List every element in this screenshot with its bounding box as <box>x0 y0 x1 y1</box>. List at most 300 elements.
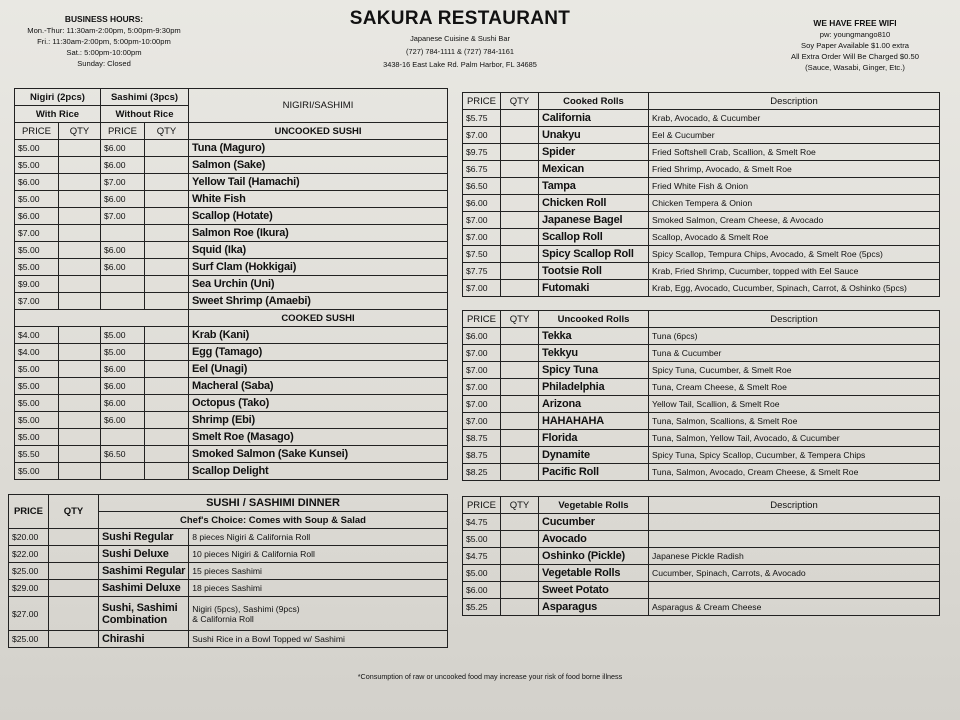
food-warning: *Consumption of raw or uncooked food may increase your risk of food borne illness <box>357 672 623 681</box>
item-description: 10 pieces Nigiri & California Roll <box>189 546 448 563</box>
item-price: $7.00 <box>463 413 501 430</box>
item-name: Chirashi <box>99 631 189 648</box>
item-description-line: Nigiri (5pcs), Sashimi (9pcs) <box>192 603 300 614</box>
item-price: $25.00 <box>9 563 49 580</box>
item-description: Chicken Tempera & Onion <box>649 195 940 212</box>
item-name: Tekkyu <box>539 345 649 362</box>
item-name: Sweet Shrimp (Amaebi) <box>189 293 448 310</box>
qty-cell <box>501 229 539 246</box>
menu-item-row <box>463 548 940 565</box>
item-name: Pacific Roll <box>539 464 649 481</box>
menu-item-row <box>9 580 448 597</box>
item-price: $22.00 <box>9 546 49 563</box>
qty-cell <box>145 412 189 429</box>
qty-cell <box>59 191 101 208</box>
item-name: Tuna (Maguro) <box>189 140 448 157</box>
item-name: Oshinko (Pickle) <box>539 548 649 565</box>
wifi-title: WE HAVE FREE WIFI <box>813 18 897 28</box>
menu-item-row <box>9 546 448 563</box>
item-description: Smoked Salmon, Cream Cheese, & Avocado <box>649 212 940 229</box>
qty-cell <box>501 430 539 447</box>
menu-item-row <box>463 565 940 582</box>
item-description: Spicy Tuna, Spicy Scallop, Cucumber, & Tempera Chips <box>649 447 940 464</box>
item-name: Sashimi Deluxe <box>99 580 189 597</box>
hours-line: Sat.: 5:00pm-10:00pm <box>66 48 142 57</box>
qty-cell <box>145 446 189 463</box>
qty-cell <box>145 395 189 412</box>
nigiri-price: $7.00 <box>15 293 59 310</box>
sashimi-price: $5.00 <box>101 327 145 344</box>
cooked-sushi-header-row <box>15 310 448 327</box>
item-name: Dynamite <box>539 447 649 464</box>
item-name: Tampa <box>539 178 649 195</box>
item-price: $7.00 <box>463 212 501 229</box>
uncooked-rolls-header-row <box>463 311 940 328</box>
item-price: $8.25 <box>463 464 501 481</box>
item-name: Krab (Kani) <box>189 327 448 344</box>
item-name: Octopus (Tako) <box>189 395 448 412</box>
item-price: $7.00 <box>463 229 501 246</box>
vegetable-rolls-title: Vegetable Rolls <box>539 497 649 514</box>
item-name: Sweet Potato <box>539 582 649 599</box>
nigiri-header-row <box>15 89 448 106</box>
uncooked-rolls-table <box>462 310 940 481</box>
qty-cell <box>49 631 99 648</box>
cooked-rolls-header-row <box>463 93 940 110</box>
menu-item-row <box>15 259 448 276</box>
qty-cell <box>145 242 189 259</box>
item-description: Asparagus & Cream Cheese <box>649 599 940 616</box>
menu-item-row <box>463 229 940 246</box>
menu-item-row <box>463 430 940 447</box>
qty-cell <box>501 582 539 599</box>
qty-header: QTY <box>501 93 539 110</box>
item-name: Spider <box>539 144 649 161</box>
item-price: $6.00 <box>463 582 501 599</box>
without-rice-label: Without Rice <box>101 106 189 123</box>
nigiri-price: $5.00 <box>15 429 59 446</box>
qty-header: QTY <box>501 311 539 328</box>
menu-item-row <box>15 293 448 310</box>
restaurant-info <box>340 32 580 71</box>
wifi-password: pw: youngmango810 <box>819 30 891 39</box>
menu-item-row <box>15 395 448 412</box>
sashimi-price: $6.00 <box>101 259 145 276</box>
qty-cell <box>145 276 189 293</box>
qty-cell <box>501 464 539 481</box>
nigiri-price: $9.00 <box>15 276 59 293</box>
qty-cell <box>501 531 539 548</box>
item-name: Vegetable Rolls <box>539 565 649 582</box>
sashimi-price: $6.00 <box>101 140 145 157</box>
qty-cell <box>49 546 99 563</box>
cooked-rolls-table <box>462 92 940 297</box>
note-line: (Sauce, Wasabi, Ginger, Etc.) <box>805 63 905 72</box>
qty-cell <box>501 599 539 616</box>
sashimi-price: $6.00 <box>101 191 145 208</box>
item-price: $27.00 <box>9 597 49 631</box>
item-name: Shrimp (Ebi) <box>189 412 448 429</box>
item-description <box>649 582 940 599</box>
hours-line: Fri.: 11:30am-2:00pm, 5:00pm-10:00pm <box>37 37 171 46</box>
item-description: 18 pieces Sashimi <box>189 580 448 597</box>
qty-cell <box>145 208 189 225</box>
with-rice-label: With Rice <box>15 106 101 123</box>
item-name: Scallop Roll <box>539 229 649 246</box>
cooked-sushi-title: COOKED SUSHI <box>189 310 448 327</box>
cooked-rolls-title: Cooked Rolls <box>539 93 649 110</box>
sashimi-price: $6.00 <box>101 395 145 412</box>
item-description <box>649 531 940 548</box>
qty-cell <box>145 225 189 242</box>
business-hours <box>14 14 194 69</box>
nigiri-sashimi-table <box>14 88 448 480</box>
item-description: Cucumber, Spinach, Carrots, & Avocado <box>649 565 940 582</box>
item-description: Spicy Tuna, Cucumber, & Smelt Roe <box>649 362 940 379</box>
menu-item-row <box>463 582 940 599</box>
menu-item-row <box>463 599 940 616</box>
menu-item-row <box>463 379 940 396</box>
qty-cell <box>59 174 101 191</box>
qty-cell <box>59 429 101 446</box>
item-price: $9.75 <box>463 144 501 161</box>
menu-item-row <box>15 344 448 361</box>
item-description: Tuna (6pcs) <box>649 328 940 345</box>
qty-cell <box>145 463 189 480</box>
menu-item-row <box>15 208 448 225</box>
qty-cell <box>49 529 99 546</box>
menu-item-row <box>463 127 940 144</box>
menu-item-row <box>463 161 940 178</box>
price-header: PRICE <box>15 123 59 140</box>
nigiri-price: $5.00 <box>15 140 59 157</box>
item-price: $6.50 <box>463 178 501 195</box>
item-description: Fried Shrimp, Avocado, & Smelt Roe <box>649 161 940 178</box>
item-description: 15 pieces Sashimi <box>189 563 448 580</box>
qty-cell <box>59 327 101 344</box>
qty-cell <box>501 565 539 582</box>
menu-item-row <box>463 464 940 481</box>
price-header: PRICE <box>101 123 145 140</box>
nigiri-price: $6.00 <box>15 208 59 225</box>
item-price: $6.75 <box>463 161 501 178</box>
menu-item-row <box>15 140 448 157</box>
item-name: Tekka <box>539 328 649 345</box>
sashimi-price: $7.00 <box>101 208 145 225</box>
qty-cell <box>145 293 189 310</box>
qty-cell <box>501 263 539 280</box>
qty-cell <box>501 379 539 396</box>
item-description: Sushi Rice in a Bowl Topped w/ Sashimi <box>189 631 448 648</box>
item-price: $20.00 <box>9 529 49 546</box>
sashimi-price <box>101 225 145 242</box>
item-name: Japanese Bagel <box>539 212 649 229</box>
item-description: Tuna, Salmon, Scallions, & Smelt Roe <box>649 413 940 430</box>
item-price: $7.50 <box>463 246 501 263</box>
item-name: Scallop (Hotate) <box>189 208 448 225</box>
qty-cell <box>501 161 539 178</box>
item-price: $7.00 <box>463 280 501 297</box>
qty-cell <box>501 246 539 263</box>
price-header: PRICE <box>463 497 501 514</box>
item-name: Salmon (Sake) <box>189 157 448 174</box>
menu-item-row <box>463 144 940 161</box>
item-price: $7.75 <box>463 263 501 280</box>
item-description: Tuna, Salmon, Avocado, Cream Cheese, & Smelt Roe <box>649 464 940 481</box>
item-name: Unakyu <box>539 127 649 144</box>
sashimi-price <box>101 293 145 310</box>
item-price: $4.75 <box>463 548 501 565</box>
hours-line: Mon.-Thur: 11:30am-2:00pm, 5:00pm-9:30pm <box>27 26 181 35</box>
qty-cell <box>145 361 189 378</box>
qty-cell <box>59 446 101 463</box>
item-name: Yellow Tail (Hamachi) <box>189 174 448 191</box>
item-name: Smoked Salmon (Sake Kunsei) <box>189 446 448 463</box>
menu-item-row <box>463 413 940 430</box>
menu-item-row <box>15 242 448 259</box>
qty-cell <box>501 110 539 127</box>
menu-item-row <box>463 345 940 362</box>
menu-item-row <box>15 378 448 395</box>
description-header: Description <box>649 93 940 110</box>
sashimi-price: $6.00 <box>101 378 145 395</box>
menu-item-row <box>463 178 940 195</box>
qty-header: QTY <box>145 123 189 140</box>
item-name: Sea Urchin (Uni) <box>189 276 448 293</box>
item-name: Salmon Roe (Ikura) <box>189 225 448 242</box>
item-price: $29.00 <box>9 580 49 597</box>
qty-cell <box>49 597 99 631</box>
item-name: Tootsie Roll <box>539 263 649 280</box>
item-name: HAHAHAHA <box>539 413 649 430</box>
qty-header: QTY <box>49 495 99 529</box>
menu-item-row <box>15 429 448 446</box>
qty-cell <box>501 396 539 413</box>
sashimi-price <box>101 276 145 293</box>
hours-line: Sunday: Closed <box>77 59 131 68</box>
menu-item-row <box>15 174 448 191</box>
item-name: Cucumber <box>539 514 649 531</box>
item-description: Yellow Tail, Scallion, & Smelt Roe <box>649 396 940 413</box>
nigiri-price: $5.00 <box>15 412 59 429</box>
nigiri-price: $5.00 <box>15 157 59 174</box>
note-line: All Extra Order Will Be Charged $0.50 <box>791 52 919 61</box>
qty-cell <box>59 361 101 378</box>
sashimi-price: $6.00 <box>101 157 145 174</box>
qty-cell <box>501 195 539 212</box>
nigiri-price: $5.00 <box>15 463 59 480</box>
qty-cell <box>501 345 539 362</box>
item-name: Eel (Unagi) <box>189 361 448 378</box>
qty-cell <box>145 140 189 157</box>
item-description: Scallop, Avocado & Smelt Roe <box>649 229 940 246</box>
item-description: Japanese Pickle Radish <box>649 548 940 565</box>
item-name: Macheral (Saba) <box>189 378 448 395</box>
item-description: Krab, Avocado, & Cucumber <box>649 110 940 127</box>
restaurant-title: SAKURA RESTAURANT <box>349 8 571 29</box>
item-name: Scallop Delight <box>189 463 448 480</box>
sashimi-price: $6.00 <box>101 242 145 259</box>
item-price: $7.00 <box>463 396 501 413</box>
item-name: Chicken Roll <box>539 195 649 212</box>
qty-cell <box>145 344 189 361</box>
item-name: Sushi Deluxe <box>99 546 189 563</box>
menu-item-row <box>9 529 448 546</box>
sashimi-column-header: Sashimi (3pcs) <box>101 89 189 106</box>
item-description: Fried Softshell Crab, Scallion, & Smelt Roe <box>649 144 940 161</box>
item-price: $6.00 <box>463 195 501 212</box>
menu-item-row <box>463 531 940 548</box>
qty-cell <box>59 395 101 412</box>
item-name: Asparagus <box>539 599 649 616</box>
item-price: $7.00 <box>463 345 501 362</box>
qty-cell <box>145 327 189 344</box>
qty-cell <box>501 514 539 531</box>
item-name: Florida <box>539 430 649 447</box>
menu-item-row <box>463 263 940 280</box>
note-line: Soy Paper Available $1.00 extra <box>801 41 909 50</box>
item-description: 8 pieces Nigiri & California Roll <box>189 529 448 546</box>
qty-header: QTY <box>501 497 539 514</box>
item-description: Spicy Scallop, Tempura Chips, Avocado, & Smelt Roe (5pcs) <box>649 246 940 263</box>
item-description <box>189 597 448 631</box>
nigiri-price: $4.00 <box>15 327 59 344</box>
qty-cell <box>59 242 101 259</box>
nigiri-price: $5.00 <box>15 378 59 395</box>
vegetable-rolls-table <box>462 496 940 616</box>
dinner-header-row <box>9 495 448 512</box>
qty-cell <box>59 225 101 242</box>
qty-cell <box>501 447 539 464</box>
nigiri-column-header: Nigiri (2pcs) <box>15 89 101 106</box>
item-price: $5.75 <box>463 110 501 127</box>
qty-cell <box>59 259 101 276</box>
wifi-notes <box>760 18 950 73</box>
hours-title: BUSINESS HOURS: <box>64 14 144 24</box>
menu-item-row <box>9 597 448 631</box>
item-description: Tuna, Cream Cheese, & Smelt Roe <box>649 379 940 396</box>
item-description: Tuna, Salmon, Yellow Tail, Avocado, & Cucumber <box>649 430 940 447</box>
qty-cell <box>145 157 189 174</box>
qty-cell <box>501 413 539 430</box>
price-header: PRICE <box>463 311 501 328</box>
item-description: Eel & Cucumber <box>649 127 940 144</box>
item-name: White Fish <box>189 191 448 208</box>
menu-item-row <box>15 446 448 463</box>
spacer <box>15 310 189 327</box>
restaurant-subtitle: Japanese Cuisine & Sushi Bar <box>410 34 510 43</box>
item-description: Krab, Egg, Avocado, Cucumber, Spinach, Carrot, & Oshinko (5pcs) <box>649 280 940 297</box>
qty-cell <box>501 280 539 297</box>
item-name-line: Combination <box>102 613 168 626</box>
uncooked-sushi-title: UNCOOKED SUSHI <box>189 123 448 140</box>
item-name: Squid (Ika) <box>189 242 448 259</box>
restaurant-address: 3438-16 East Lake Rd. Palm Harbor, FL 34685 <box>383 60 537 69</box>
menu-item-row <box>15 361 448 378</box>
price-header: PRICE <box>463 93 501 110</box>
sashimi-price: $6.50 <box>101 446 145 463</box>
nigiri-price: $5.00 <box>15 259 59 276</box>
item-name <box>99 597 189 631</box>
item-name: Sushi Regular <box>99 529 189 546</box>
nigiri-price: $6.00 <box>15 174 59 191</box>
menu-item-row <box>463 280 940 297</box>
item-price: $8.75 <box>463 447 501 464</box>
item-name: Sashimi Regular <box>99 563 189 580</box>
menu-item-row <box>15 225 448 242</box>
qty-header: QTY <box>59 123 101 140</box>
menu-item-row <box>15 276 448 293</box>
item-name: Arizona <box>539 396 649 413</box>
qty-cell <box>501 127 539 144</box>
menu-item-row <box>463 328 940 345</box>
item-price: $7.00 <box>463 379 501 396</box>
item-name: Egg (Tamago) <box>189 344 448 361</box>
sashimi-price <box>101 429 145 446</box>
menu-item-row <box>463 362 940 379</box>
item-name-line: Sushi, Sashimi <box>102 601 178 614</box>
item-price: $25.00 <box>9 631 49 648</box>
qty-cell <box>501 212 539 229</box>
qty-cell <box>59 293 101 310</box>
menu-item-row <box>463 396 940 413</box>
nigiri-price: $5.00 <box>15 395 59 412</box>
nigiri-price: $4.00 <box>15 344 59 361</box>
qty-cell <box>49 580 99 597</box>
qty-cell <box>501 362 539 379</box>
description-header: Description <box>649 311 940 328</box>
qty-cell <box>59 463 101 480</box>
qty-cell <box>501 548 539 565</box>
nigiri-price: $5.00 <box>15 191 59 208</box>
qty-cell <box>59 344 101 361</box>
item-name: Spicy Scallop Roll <box>539 246 649 263</box>
description-header: Description <box>649 497 940 514</box>
nigiri-sashimi-title: NIGIRI/SASHIMI <box>189 89 448 123</box>
price-header: PRICE <box>9 495 49 529</box>
qty-cell <box>145 174 189 191</box>
dinner-table <box>8 494 448 648</box>
sashimi-price: $5.00 <box>101 344 145 361</box>
sashimi-price: $6.00 <box>101 361 145 378</box>
item-name: Surf Clam (Hokkigai) <box>189 259 448 276</box>
uncooked-rolls-title: Uncooked Rolls <box>539 311 649 328</box>
sashimi-price <box>101 463 145 480</box>
qty-cell <box>145 429 189 446</box>
item-name: California <box>539 110 649 127</box>
item-description: Fried White Fish & Onion <box>649 178 940 195</box>
menu-item-row <box>15 327 448 344</box>
item-price: $7.00 <box>463 362 501 379</box>
item-name: Mexican <box>539 161 649 178</box>
menu-item-row <box>463 195 940 212</box>
qty-cell <box>59 208 101 225</box>
qty-cell <box>501 178 539 195</box>
menu-item-row <box>15 157 448 174</box>
qty-cell <box>145 378 189 395</box>
menu-item-row <box>463 246 940 263</box>
item-name: Futomaki <box>539 280 649 297</box>
vegetable-rolls-header-row <box>463 497 940 514</box>
item-price: $4.75 <box>463 514 501 531</box>
nigiri-price: $5.50 <box>15 446 59 463</box>
dinner-title: SUSHI / SASHIMI DINNER <box>99 495 448 512</box>
menu-item-row <box>15 463 448 480</box>
menu-item-row <box>463 514 940 531</box>
qty-cell <box>59 378 101 395</box>
menu-item-row <box>9 631 448 648</box>
menu-item-row <box>463 212 940 229</box>
